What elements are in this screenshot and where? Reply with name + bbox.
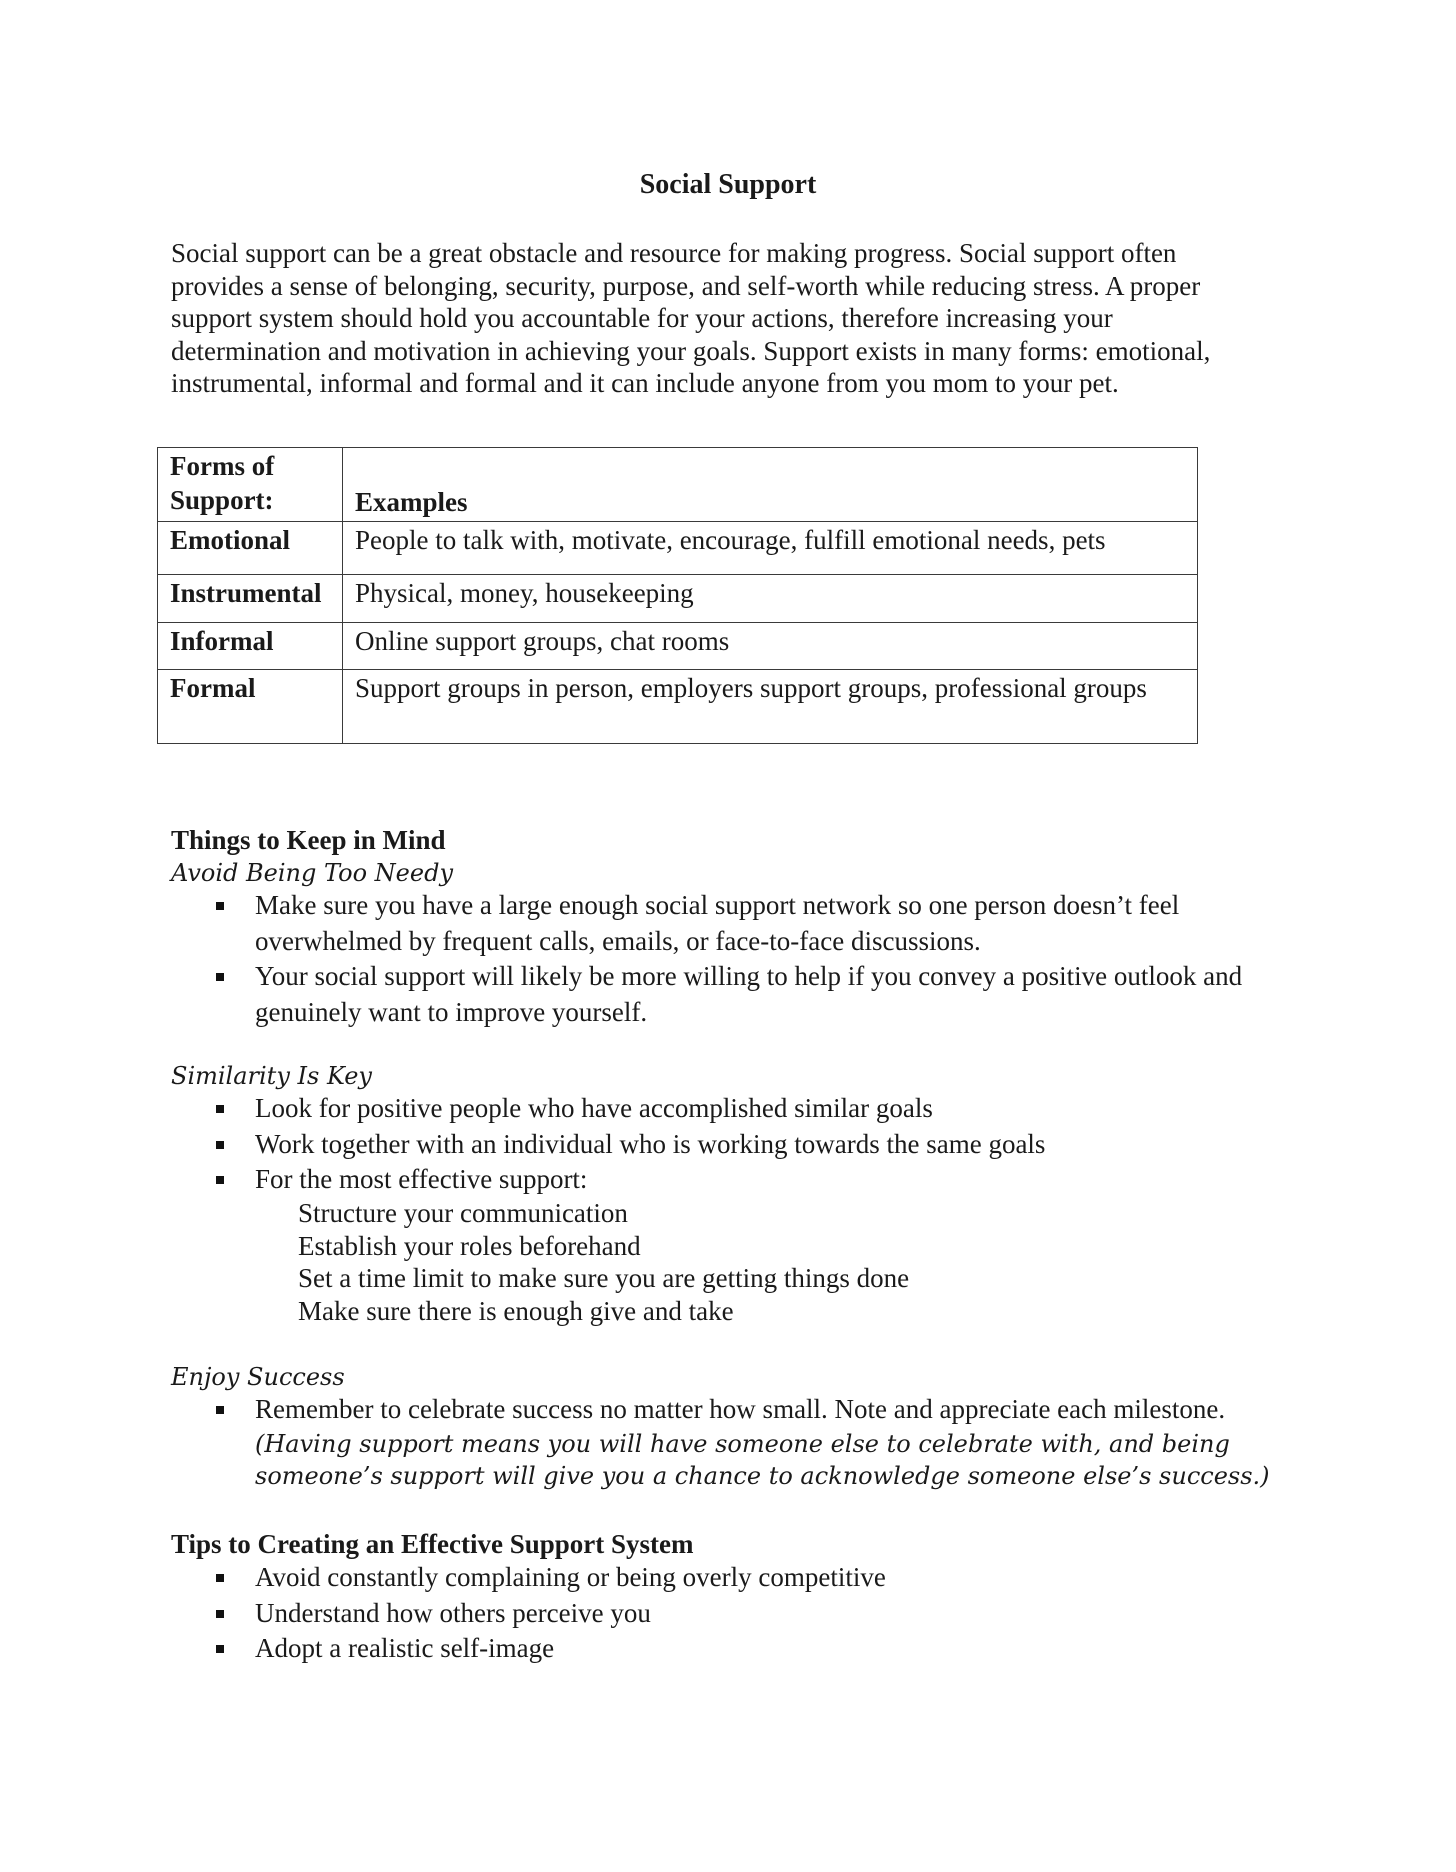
success-note-line: (Having support means you will have someone else to celebrate with, and being: [255, 1429, 1230, 1458]
section-heading-things-to-keep-in-mind: Things to Keep in Mind: [171, 825, 446, 855]
subheading-similarity-is-key: Similarity Is Key: [171, 1062, 372, 1090]
bullet-square-icon: [216, 902, 224, 910]
list-item: [213, 888, 1273, 959]
page-title: Social Support: [639, 169, 817, 200]
list-item: [213, 1596, 1273, 1632]
header-forms-of-support: Forms of Support:: [158, 448, 343, 522]
sub-list-item: Make sure there is enough give and take: [298, 1295, 734, 1326]
form-label: Emotional: [158, 522, 343, 575]
list-item: [213, 959, 1273, 1030]
form-label: Formal: [158, 670, 343, 744]
list-item-text: For the most effective support:: [255, 1164, 588, 1194]
form-examples: People to talk with, motivate, encourage, fulfill emotional needs, pets: [343, 522, 1198, 575]
intro-line: provides a sense of belonging, security, purpose, and self-worth while reducing stress. A proper: [171, 270, 1201, 301]
sub-list-item: Set a time limit to make sure you are getting things done: [298, 1263, 910, 1293]
form-label: Instrumental: [158, 575, 343, 623]
table-row: [158, 670, 1198, 744]
list-item: [213, 1091, 1273, 1127]
list-item-text: Make sure you have a large enough social support network so one person doesn’t feel overwhelmed by frequent calls, emails, or face-to-face discussions.: [255, 890, 1180, 956]
list-item: [213, 1560, 1273, 1596]
intro-line: support system should hold you accountable for your actions, therefore increasing your: [171, 303, 1113, 333]
list-item-text: Work together with an individual who is working towards the same goals: [255, 1128, 1046, 1159]
bullet-square-icon: [216, 1610, 224, 1618]
bullet-square-icon: [216, 1645, 224, 1653]
similarity-list: [213, 1091, 1273, 1198]
form-label: Informal: [158, 623, 343, 670]
bullet-square-icon: [216, 1574, 224, 1582]
sub-list-item: Establish your roles beforehand: [298, 1230, 641, 1261]
list-item: [213, 1392, 1313, 1492]
table-header-row: [158, 448, 1198, 522]
table-row: [158, 522, 1198, 575]
subheading-enjoy-success: Enjoy Success: [171, 1363, 345, 1391]
list-item-text: Avoid constantly complaining or being overly competitive: [255, 1562, 886, 1592]
intro-line: determination and motivation in achieving your goals. Support exists in many forms: emotional,: [171, 335, 1211, 366]
bullet-square-icon: [216, 1406, 224, 1414]
sub-list-item: Structure your communication: [298, 1198, 628, 1228]
list-item-text: Adopt a realistic self-image: [255, 1633, 555, 1663]
enjoy-success-list: [213, 1392, 1313, 1492]
list-item-text: Look for positive people who have accomplished similar goals: [255, 1093, 933, 1123]
list-item-text: Your social support will likely be more willing to help if you convey a positive outlook and genuinely want to improve yourself.: [255, 961, 1243, 1027]
bullet-square-icon: [216, 1105, 224, 1113]
list-item: [213, 1631, 1273, 1667]
tips-list: [213, 1560, 1273, 1667]
intro-paragraph: [171, 237, 1291, 400]
table-row: [158, 623, 1198, 670]
list-item: [213, 1162, 1273, 1198]
form-examples: Support groups in person, employers support groups, professional groups: [343, 670, 1198, 744]
form-examples: Online support groups, chat rooms: [343, 623, 1198, 670]
table-row: [158, 575, 1198, 623]
list-item-text: Understand how others perceive you: [255, 1597, 651, 1628]
forms-of-support-table: [157, 447, 1198, 744]
section-heading-tips: Tips to Creating an Effective Support System: [171, 1529, 694, 1559]
subheading-avoid-being-too-needy: Avoid Being Too Needy: [171, 859, 453, 887]
list-item: [213, 1127, 1273, 1163]
bullet-square-icon: [216, 1141, 224, 1149]
effective-support-sublist: [298, 1197, 909, 1327]
bullet-square-icon: [216, 1176, 224, 1184]
form-examples: Physical, money, housekeeping: [343, 575, 1198, 623]
bullet-square-icon: [216, 973, 224, 981]
avoid-needy-list: [213, 888, 1273, 1030]
intro-line: Social support can be a great obstacle and resource for making progress. Social support often: [171, 238, 1177, 268]
success-note-line: someone’s support will give you a chance to acknowledge someone else’s success.): [255, 1461, 1270, 1490]
header-examples: Examples: [343, 448, 1198, 522]
intro-line: instrumental, informal and formal and it can include anyone from you mom to your pet.: [171, 368, 1119, 398]
list-item-text: Remember to celebrate success no matter how small. Note and appreciate each milestone.: [255, 1394, 1226, 1424]
